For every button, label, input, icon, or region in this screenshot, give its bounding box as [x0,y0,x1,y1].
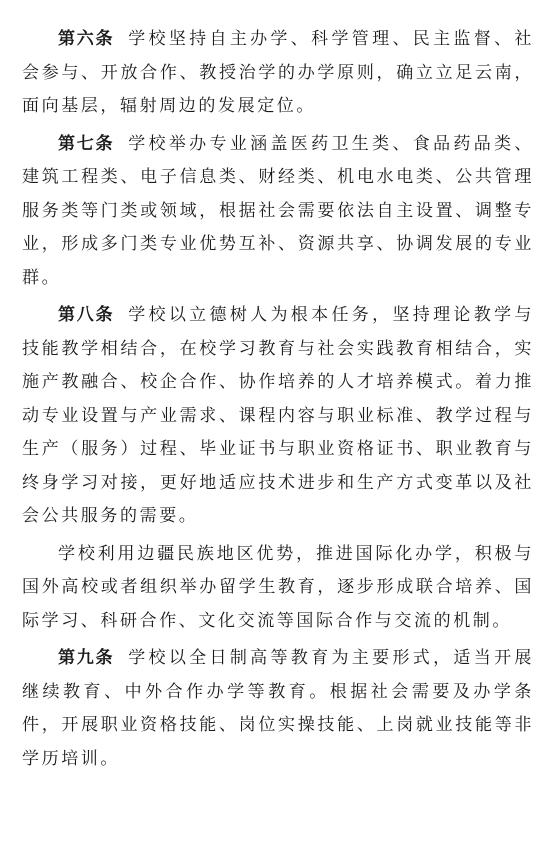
article-7-paragraph [22,128,534,296]
article-7-heading: 第七条 [58,133,115,154]
article-9-heading: 第九条 [58,648,115,668]
article-8-continuation-paragraph [22,538,534,639]
article-8-text: 学校以立德树人为根本任务，坚持理论教学与技能教学相结合，在校学习教育与社会实践教育相结合，实施产教融合、校企合作、协作培养的人才培养模式。着力推动专业设置与产业需求、课程内容与职业标准、教学过程与生产（服务）过程、毕业证书与职业资格证书、职业教育与终身学习对接，更好地适应技术进步和生产方式变革以及社会公共服务的需要。 [22,305,535,526]
article-6-text: 学校坚持自主办学、科学管理、民主监督、社会参与、开放合作、教授治学的办学原则，确立立足云南，面向基层，辐射周边的发展定位。 [22,29,535,116]
article-9-text: 学校以全日制高等教育为主要形式，适当开展继续教育、中外合作办学等教育。根据社会需要及办学条件，开展职业资格技能、岗位实操技能、上岗就业技能等非学历培训。 [22,648,535,769]
article-7-text: 学校举办专业涵盖医药卫生类、食品药品类、建筑工程类、电子信息类、财经类、机电水电类、公共管理服务类等门类或领域，根据社会需要依法自主设置、调整专业，形成多门类专业优势互补、资源共享、协调发展的专业群。 [22,133,535,288]
article-8-heading: 第八条 [58,305,115,325]
article-9-paragraph [22,642,534,776]
article-8-paragraph [22,299,534,534]
article-8-continuation-text: 学校利用边疆民族地区优势，推进国际化办学，积极与国外高校或者组织举办留学生教育，逐步形成联合培养、国际学习、科研合作、文化交流等国际合作与交流的机制。 [22,543,534,631]
article-6-heading: 第六条 [58,29,115,49]
article-6-paragraph [22,23,534,124]
